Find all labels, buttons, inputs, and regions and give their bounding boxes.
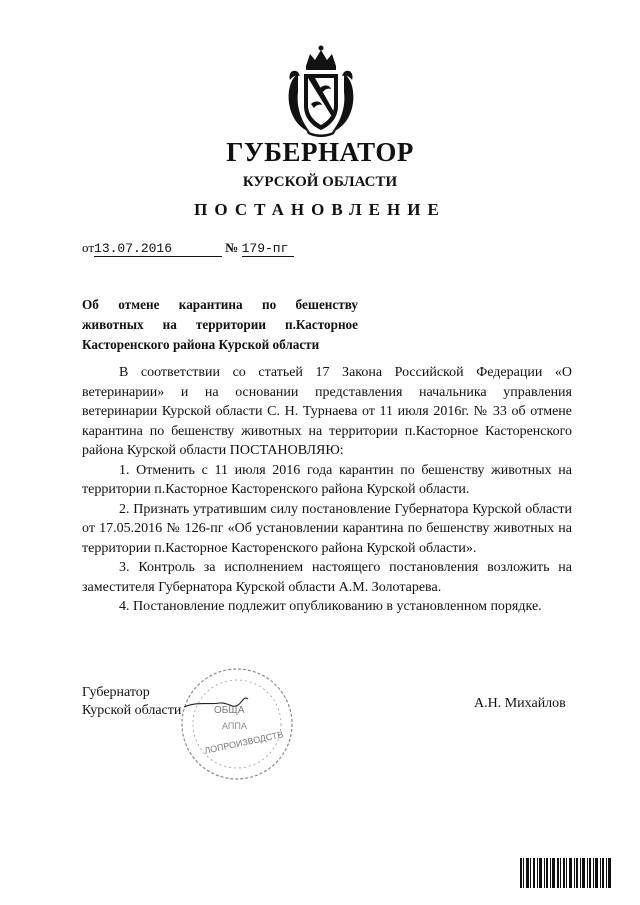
signatory-title [82, 684, 181, 720]
stamp-text: ОБЩА [214, 705, 245, 716]
stamp-text: ЛОПРОИЗВОДСТВ [203, 729, 285, 756]
document-type-heading: ПОСТАНОВЛЕНИЕ [194, 200, 446, 219]
date-prefix: от [82, 240, 95, 255]
barcode-icon [520, 858, 612, 888]
number-prefix: № [225, 240, 239, 255]
document-date-value: 13.07.2016 [94, 241, 173, 256]
document-number [242, 241, 294, 257]
document-authority-title: ГУБЕРНАТОР [226, 137, 414, 167]
coat-of-arms-icon [284, 44, 358, 138]
document-date [94, 241, 222, 257]
body-paragraph: 2. Признать утратившим силу постановление Губернатора Курской области от 17.05.2016 № 126-пг «Об установлении карантина по бешенству животных на территории п.Касторное Касторенского района Курской области». [82, 501, 572, 556]
stamp-text: АППА [222, 721, 247, 731]
signatory-name: А.Н. Михайлов [474, 696, 566, 711]
official-stamp-icon [178, 665, 296, 783]
document-subject: Об отмене карантина по бешенству животных на территории п.Касторное Касторенского района Курской области [82, 297, 358, 352]
signatory-title-line: Губернатор [82, 685, 150, 700]
body-paragraph: 3. Контроль за исполнением настоящего постановления возложить на заместителя Губернатора Курской области А.М. Золотарева. [82, 560, 572, 595]
document-number-value: 179-пг [241, 241, 289, 256]
body-paragraph: 4. Постановление подлежит опубликованию в установленном порядке. [119, 599, 542, 614]
document-reference-line [82, 240, 294, 257]
document-authority-region: КУРСКОЙ ОБЛАСТИ [242, 174, 398, 190]
body-paragraph: В соответствии со статьей 17 Закона Российской Федерации «О ветеринарии» и на основании представления начальника управления ветеринарии Курской области С. Н. Турнаева от 11 июля 2016г. № 33 об отмене карантина по бешенству животных на территории п.Касторное Касторенского района Курской области ПОСТАНОВЛЯЮ: [82, 365, 572, 458]
body-paragraph: 1. Отменить с 11 июля 2016 года карантин по бешенству животных на территории п.Касторное Касторенского района Курской области. [82, 462, 572, 497]
signatory-title-line: Курской области [82, 703, 182, 718]
document-body [82, 363, 572, 617]
